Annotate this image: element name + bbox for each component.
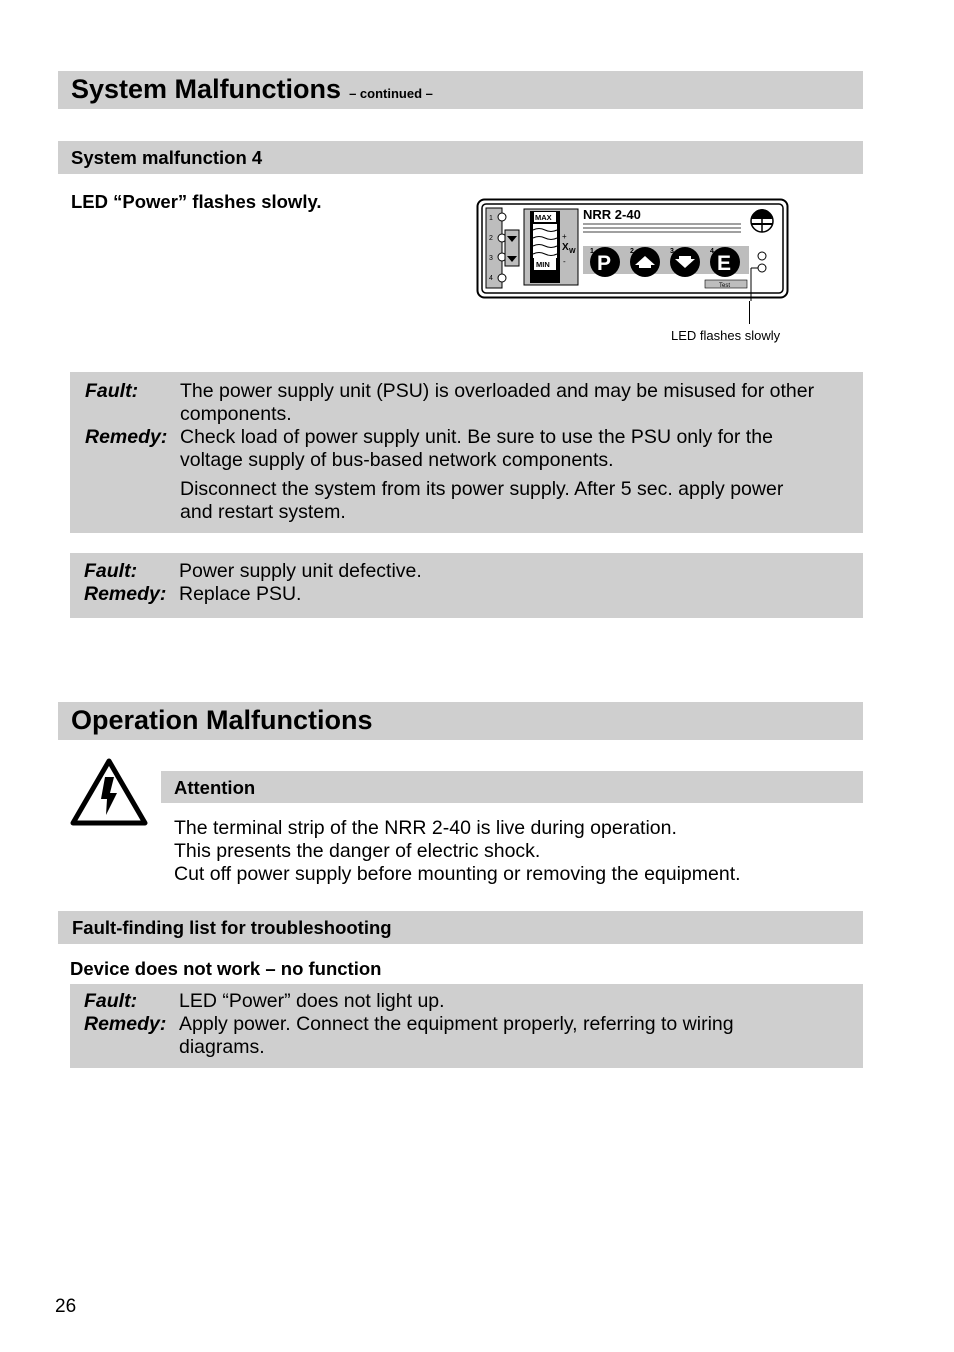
- callout-line: [749, 301, 750, 324]
- attention-text: [174, 817, 741, 886]
- remedy-line: Apply power. Connect the equipment properly, referring to wiring: [179, 1013, 734, 1035]
- status-led-1: [758, 252, 766, 260]
- xw-label: X: [562, 242, 569, 253]
- status-led-power: [758, 264, 766, 272]
- device-front-panel-illustration: [476, 198, 790, 302]
- button-number-1: 1: [590, 248, 594, 255]
- terminal-2-label: 2: [489, 235, 493, 242]
- fault-text: [180, 380, 814, 426]
- electric-shock-warning-icon: [70, 757, 148, 827]
- fault-box-3: [70, 984, 863, 1068]
- remedy-line: and restart system.: [180, 501, 346, 523]
- page-title: [71, 74, 433, 105]
- minus-sign: -: [563, 257, 566, 266]
- fault-text: Power supply unit defective.: [179, 560, 422, 582]
- button-number-3: 3: [670, 248, 674, 255]
- subsection-title: System malfunction 4: [71, 147, 263, 168]
- section-header-operation-malfunctions: [58, 702, 863, 740]
- terminal-4-label: 4: [489, 275, 493, 282]
- terminal-led-4: [498, 274, 506, 282]
- fault-label: Fault:: [84, 560, 138, 582]
- attention-header: [161, 771, 863, 803]
- fault-label: Fault:: [85, 380, 139, 402]
- button-p-label: P: [597, 252, 612, 275]
- continued-note: – continued –: [349, 86, 433, 101]
- callout-led-flashes: LED flashes slowly: [671, 328, 781, 343]
- terminal-1-label: 1: [489, 215, 493, 222]
- attention-line: This presents the danger of electric shock.: [174, 840, 541, 862]
- terminal-led-1: [498, 213, 506, 221]
- fault-label: Fault:: [84, 990, 138, 1012]
- button-number-2: 2: [630, 248, 634, 255]
- remedy-label: Remedy:: [84, 1013, 167, 1035]
- device-no-function-heading: Device does not work – no function: [70, 958, 382, 979]
- model-label: NRR 2-40: [583, 207, 641, 222]
- remedy-line: Check load of power supply unit. Be sure to use the PSU only for the: [180, 426, 773, 448]
- terminal-3-label: 3: [489, 255, 493, 262]
- led-status-heading: LED “Power” flashes slowly.: [71, 191, 322, 212]
- plus-sign: +: [562, 232, 567, 241]
- xw-subscript: W: [569, 248, 576, 255]
- section-header-system-malfunctions: [58, 71, 863, 109]
- subsection-header-malfunction-4: [58, 141, 863, 174]
- max-label: MAX: [535, 213, 552, 222]
- button-number-4: 4: [710, 248, 714, 255]
- remedy-line: voltage supply of bus-based network components.: [180, 449, 614, 471]
- fault-text: LED “Power” does not light up.: [179, 990, 445, 1012]
- remedy-text: [180, 426, 773, 472]
- attention-title: Attention: [174, 777, 256, 798]
- fault-line: The power supply unit (PSU) is overloaded and may be misused for other: [180, 380, 815, 402]
- attention-line: Cut off power supply before mounting or removing the equipment.: [174, 863, 741, 885]
- remedy-line: diagrams.: [179, 1036, 265, 1058]
- remedy-text: [179, 1013, 734, 1059]
- button-e-label: E: [717, 252, 732, 275]
- fault-line: components.: [180, 403, 292, 425]
- test-label: Test: [719, 283, 731, 289]
- section-title: Operation Malfunctions: [71, 705, 373, 735]
- attention-line: The terminal strip of the NRR 2-40 is live during operation.: [174, 817, 677, 839]
- fault-box-2: [70, 553, 863, 618]
- remedy-extra-text: [180, 478, 783, 524]
- remedy-text: Replace PSU.: [179, 583, 302, 605]
- fault-finding-header: [58, 911, 863, 944]
- remedy-line: Disconnect the system from its power supply. After 5 sec. apply power: [180, 478, 784, 500]
- fault-box-1: [70, 372, 863, 533]
- remedy-label: Remedy:: [85, 426, 168, 448]
- min-label: MIN: [536, 260, 550, 269]
- title-text: System Malfunctions: [71, 74, 342, 104]
- remedy-label: Remedy:: [84, 583, 167, 605]
- page-number: 26: [55, 1296, 77, 1317]
- fault-finding-title: Fault-finding list for troubleshooting: [72, 917, 392, 938]
